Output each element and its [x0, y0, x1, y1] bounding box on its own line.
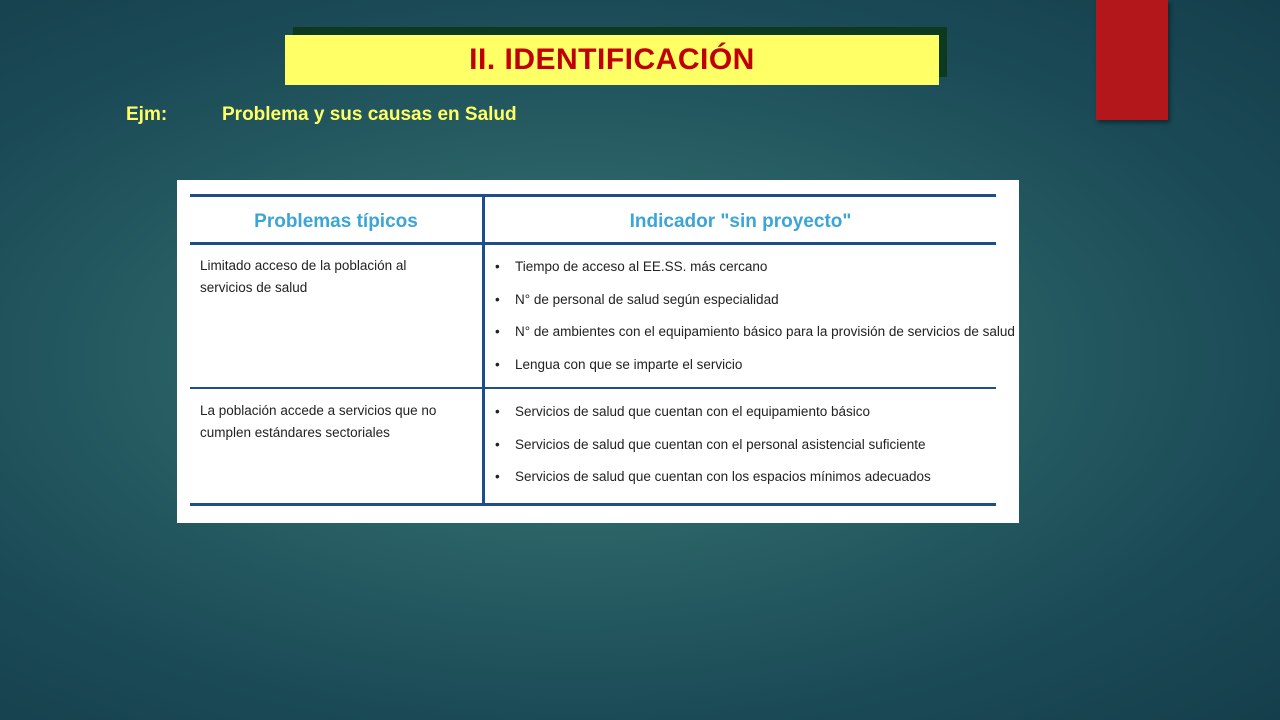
example-caption	[126, 104, 517, 126]
accent-tab	[1096, 0, 1168, 120]
list-item: • Servicios de salud que cuentan con el equipamiento básico	[495, 402, 931, 435]
example-label: Ejm:	[126, 104, 168, 125]
problem-cell: Limitado acceso de la población al servicios de salud	[200, 258, 407, 295]
table-row-divider	[190, 387, 996, 389]
indicator-list	[495, 402, 931, 500]
list-item: • N° de personal de salud según especialidad	[495, 290, 1015, 323]
table-column-divider	[482, 196, 485, 504]
title-box	[285, 35, 939, 85]
list-item: • Lengua con que se imparte el servicio	[495, 355, 1015, 388]
indicator-list	[495, 257, 1015, 387]
list-item: • Servicios de salud que cuentan con los espacios mínimos adecuados	[495, 467, 931, 500]
table-top-rule	[190, 194, 996, 197]
table-bottom-rule	[190, 503, 996, 506]
problem-cell: La población accede a servicios que no cumplen estándares sectoriales	[200, 403, 437, 440]
list-item: • Tiempo de acceso al EE.SS. más cercano	[495, 257, 1015, 290]
slide-title: II. IDENTIFICACIÓN	[469, 43, 755, 76]
header-indicators: Indicador "sin proyecto"	[629, 211, 852, 232]
header-problems: Problemas típicos	[254, 211, 418, 232]
list-item: • Servicios de salud que cuentan con el personal asistencial suficiente	[495, 435, 931, 468]
list-item: • N° de ambientes con el equipamiento básico para la provisión de servicios de salud	[495, 322, 1015, 355]
example-text: Problema y sus causas en Salud	[222, 104, 517, 125]
table-header-rule	[190, 242, 996, 245]
indicator-table	[177, 180, 1019, 523]
